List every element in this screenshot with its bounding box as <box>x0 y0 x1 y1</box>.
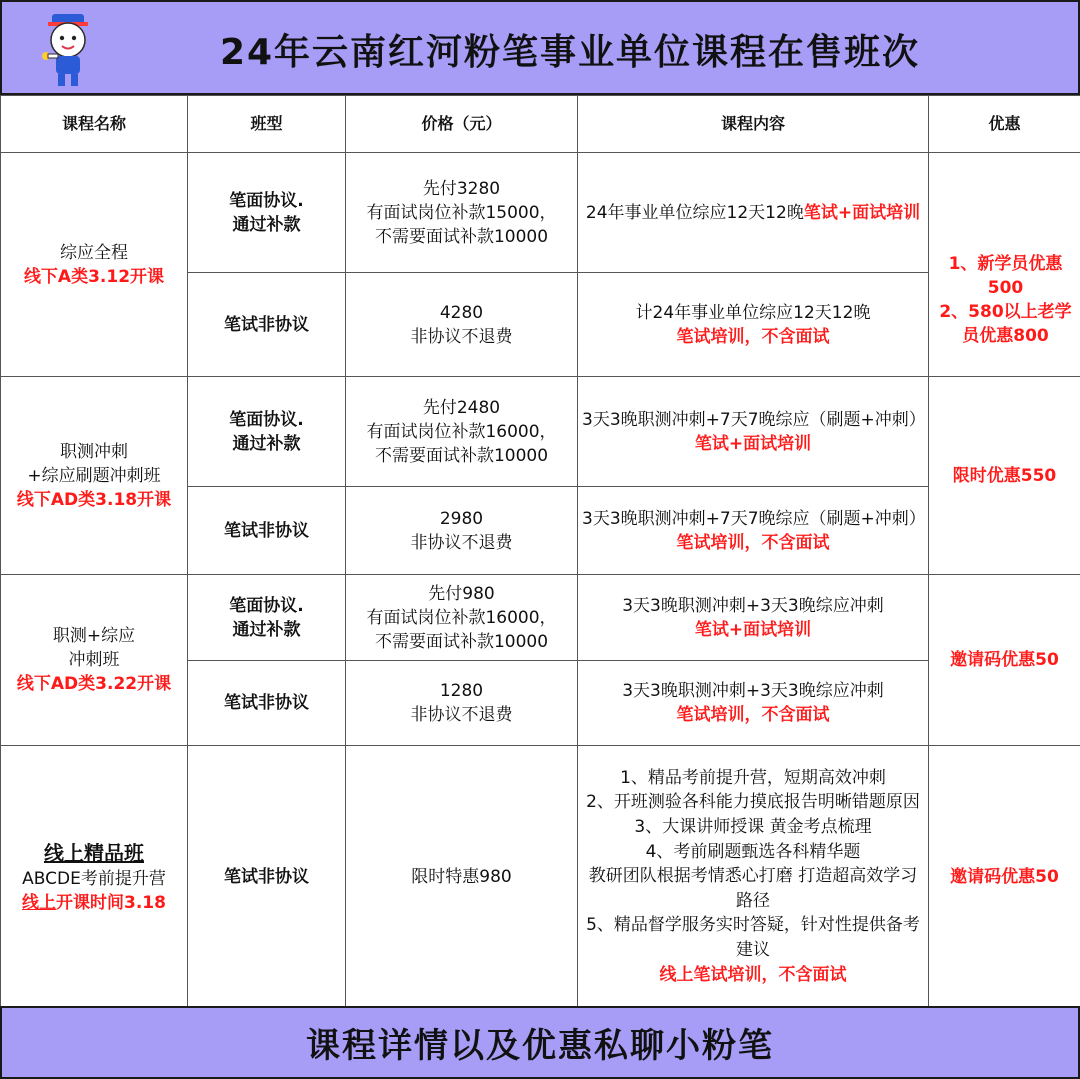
course-schedule: 线下AD类3.18开课 <box>16 489 172 510</box>
price-line: 2980 <box>439 508 484 529</box>
class-type-line: 通过补款 <box>232 214 301 235</box>
class-type-line: 笔面协议. <box>229 190 304 211</box>
price-cell <box>346 487 578 575</box>
content-text: 3、大课讲师授课 黄金考点梳理 <box>634 817 872 838</box>
content-text: 2、开班测验各科能力摸底报告明晰错题原因 <box>586 792 920 813</box>
class-type-line: 通过补款 <box>232 433 301 454</box>
course-name: 职测冲刺 <box>60 441 128 462</box>
course-schedule: 线下A类3.12开课 <box>23 266 165 287</box>
course-schedule: 开课时间3.18 <box>56 892 166 913</box>
price-line: 有面试岗位补款16000， <box>366 421 557 442</box>
content-text: 计24年事业单位综应12天12晚 <box>635 302 871 323</box>
content-cell <box>578 575 929 661</box>
content-highlight: 线上笔试培训，不含面试 <box>659 964 847 985</box>
content-text: 5、精品督学服务实时答疑，针对性提供备考建议 <box>586 915 920 960</box>
header-content: 课程内容 <box>578 96 929 153</box>
content-text: 3天3晚职测冲刺+3天3晚综应冲刺 <box>622 595 884 616</box>
course-name: +综应刷题冲刺班 <box>27 465 161 486</box>
footer-banner: 课程详情以及优惠私聊小粉笔 <box>0 1006 1080 1079</box>
price-line: 非协议不退费 <box>410 705 513 725</box>
header-banner <box>0 0 1080 95</box>
content-highlight: 笔试+面试培训 <box>694 433 812 454</box>
course-subtitle: ABCDE考前提升营 <box>22 868 166 889</box>
price-line: 不需要面试补款10000 <box>374 631 549 652</box>
content-text: 3天3晚职测冲刺+7天7晚综应（刷题+冲刺） <box>582 508 926 529</box>
course-name: 线上精品班 <box>44 840 144 865</box>
content-text: 3天3晚职测冲刺+3天3晚综应冲刺 <box>622 681 884 701</box>
table-header-row <box>1 96 1080 153</box>
content-cell <box>578 153 929 273</box>
class-type-line: 笔面协议. <box>229 595 304 616</box>
class-type-line: 笔试非协议 <box>224 314 309 335</box>
discount-cell: 邀请码优惠50 <box>929 575 1080 746</box>
price-line: 有面试岗位补款15000， <box>366 202 557 223</box>
class-type-cell <box>188 487 346 575</box>
price-cell <box>346 377 578 487</box>
class-type-cell <box>188 153 346 273</box>
course-name-cell <box>1 153 188 377</box>
content-highlight: 笔试培训，不含面试 <box>676 705 830 725</box>
price-cell: 限时特惠980 <box>346 746 578 1008</box>
content-text: 24年事业单位综应12天12晚 <box>585 202 804 223</box>
course-name-cell <box>1 377 188 575</box>
course-name: 冲刺班 <box>68 650 120 670</box>
content-highlight: 笔试+面试培训 <box>803 202 921 223</box>
discount-cell <box>929 153 1080 377</box>
table-row <box>1 153 1080 273</box>
header-price: 价格（元） <box>346 96 578 153</box>
content-text: 1、精品考前提升营，短期高效冲刺 <box>620 767 886 788</box>
content-cell <box>578 377 929 487</box>
course-name: 综应全程 <box>60 242 128 263</box>
price-line: 1280 <box>439 681 484 701</box>
content-highlight: 笔试+面试培训 <box>694 619 812 640</box>
discount-cell: 邀请码优惠50 <box>929 746 1080 1008</box>
course-schedule: 线下AD类3.22开课 <box>16 674 172 694</box>
content-cell <box>578 746 929 1008</box>
content-cell <box>578 661 929 746</box>
content-text: 3天3晚职测冲刺+7天7晚综应（刷题+冲刺） <box>582 409 926 430</box>
course-name: 职测+综应 <box>52 626 136 646</box>
course-name-cell <box>1 575 188 746</box>
price-cell <box>346 575 578 661</box>
discount-line: 1、新学员优惠500 <box>948 253 1063 298</box>
content-text: 教研团队根据考情悉心打磨 打造超高效学习路径 <box>588 866 918 911</box>
class-type-line: 通过补款 <box>232 619 301 640</box>
table-row <box>1 377 1080 487</box>
table-row <box>1 746 1080 1008</box>
price-cell <box>346 273 578 377</box>
price-line: 先付980 <box>428 583 495 604</box>
header-discount: 优惠 <box>929 96 1080 153</box>
content-text: 4、考前刷题甄选各科精华题 <box>645 841 861 862</box>
content-cell <box>578 487 929 575</box>
class-type-cell <box>188 746 346 1008</box>
discount-line: 2、580以上老学员优惠800 <box>939 301 1072 346</box>
class-type-line: 笔面协议. <box>229 409 304 430</box>
class-type-cell <box>188 575 346 661</box>
class-type-cell <box>188 661 346 746</box>
class-type-line: 笔试非协议 <box>224 693 309 713</box>
class-type-cell <box>188 377 346 487</box>
class-type-cell <box>188 273 346 377</box>
course-schedule-prefix: 线上 <box>22 892 57 913</box>
class-type-line: 笔试非协议 <box>224 866 309 887</box>
discount-cell: 限时优惠550 <box>929 377 1080 575</box>
price-line: 非协议不退费 <box>410 532 513 553</box>
price-cell <box>346 153 578 273</box>
header-class-type: 班型 <box>188 96 346 153</box>
table-row <box>1 575 1080 661</box>
price-line: 有面试岗位补款16000， <box>366 607 557 628</box>
content-cell <box>578 273 929 377</box>
price-cell <box>346 661 578 746</box>
price-line: 4280 <box>439 302 484 323</box>
course-table <box>0 95 1080 1008</box>
content-highlight: 笔试培训，不含面试 <box>676 326 830 347</box>
page-title: 24年云南红河粉笔事业单位课程在售班次 <box>219 32 921 73</box>
course-name-cell <box>1 746 188 1008</box>
content-highlight: 笔试培训，不含面试 <box>676 532 830 553</box>
price-line: 先付3280 <box>422 178 501 199</box>
class-type-line: 笔试非协议 <box>224 520 309 541</box>
header-course-name: 课程名称 <box>1 96 188 153</box>
price-line: 不需要面试补款10000 <box>374 226 549 247</box>
price-line: 先付2480 <box>422 397 501 418</box>
price-line: 不需要面试补款10000 <box>374 445 549 466</box>
price-line: 非协议不退费 <box>410 326 513 347</box>
